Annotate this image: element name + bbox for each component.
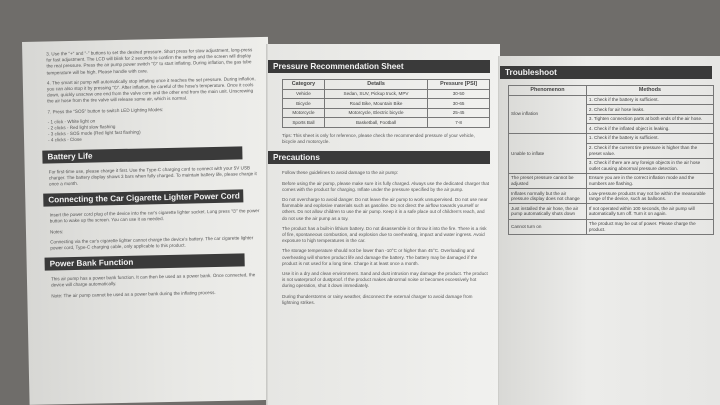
instruction-step-7: 7. Press the "SOS" button to switch LED Lighting Modes: — [47, 106, 164, 115]
details-cell: Sedan, SUV, Pickup truck, MPV — [324, 89, 427, 99]
method-cell: 2. Check if the current tire pressure is higher than the preset value. — [586, 143, 713, 158]
battery-life-text: For first-time use, please charge it first. Use the Type-C charging cord to connect with your 5V USB charger. The battery display shows 3 bars when fully charged. To maintain battery life, please charge it once a month. — [48, 164, 257, 187]
led-mode-list: - 1 click - White light on - 2 clicks - Red light slow flashing - 3 clicks - SOS mode (Red light fast flashing) - 4 clicks - Close — [47, 118, 141, 143]
pressure-cell: 30-50 — [428, 89, 490, 99]
method-cell: 4. Check if the inflated object is leaking. — [586, 124, 713, 134]
table-row — [283, 108, 490, 118]
precaution-paragraph: Follow these guidelines to avoid damage to the air pump: — [282, 170, 399, 176]
precaution-paragraph: During thunderstorms or rainy weather, disconnect the external charger to avoid damage from lightning strikes. — [282, 293, 473, 305]
category-cell: Bicycle — [283, 99, 325, 109]
header-category: Category — [283, 80, 325, 90]
table-row — [283, 118, 490, 128]
instruction-step-3: 3. Use the "+" and "-" buttons to set the desired pressure. Short press for slow adjustment, long-press for fast adjustment. The LCD will blink for 2 seconds to confirm the setting and the screen will display the real pressure. Press the air pump power switch "⏻" to start inflating. During inflation, the gas tube temperature will be high. Please handle with care. — [46, 47, 253, 76]
phenomenon-cell: Slow inflation — [509, 95, 587, 133]
pressure-cell: 30-65 — [428, 99, 490, 109]
manual-panel-right — [500, 56, 720, 405]
details-cell: Basketball, Football — [324, 118, 427, 128]
header-methods: Methods — [586, 86, 713, 96]
method-cell: 3. Tighten connection parts at both ends of the air hose. — [586, 114, 713, 124]
category-cell: Motorcycle — [283, 108, 325, 118]
table-row — [283, 99, 490, 109]
power-bank-note: Note: The air pump cannot be used as a power bank during the inflating process. — [51, 289, 216, 299]
table-row — [509, 133, 714, 143]
table-row — [509, 204, 714, 219]
category-cell: Sports Ball — [283, 118, 325, 128]
precaution-paragraph: Do not overcharge to avoid danger. Do not leave the air pump to work unsupervised. Do not use near flammable and explosive materials such as gasoline. Do not direct the airflow towards yourself or others. Do not allow children to use the air pump. Keep it in a safe place out of children's reach, and do not use the air pump as a toy. — [282, 196, 488, 221]
method-cell: If not operated within 100 seconds, the air pump will automatically turn off. Turn it on again. — [586, 204, 713, 219]
cigarette-notes-text: Connecting via the car's cigarette lighter cannot charge the device's battery. The car cigarette lighter power cord, Type-C charging cable, only applicable to this product. — [50, 235, 254, 251]
pressure-sheet-heading: Pressure Recommendation Sheet — [268, 60, 490, 73]
method-cell: 1. Check if the battery is sufficient. — [586, 95, 713, 105]
cigarette-lighter-heading: Connecting the Car Cigarette Lighter Power Cord — [43, 190, 243, 207]
troubleshoot-heading: Troubleshoot — [500, 66, 712, 79]
method-cell: Ensure you are in the correct inflation mode and the numbers are flashing. — [586, 173, 713, 188]
pressure-table-header — [283, 80, 490, 90]
category-cell: Vehicle — [283, 89, 325, 99]
table-row — [509, 173, 714, 188]
pressure-table — [282, 79, 490, 128]
method-cell: 3. Check if there are any foreign objects in the air hose outlet causing abnormal pressure detection. — [586, 158, 713, 173]
pressure-cell: 7-8 — [428, 118, 490, 128]
details-cell: Road Bike, Mountain Bike — [324, 99, 427, 109]
precaution-paragraph: Before using the air pump, please make sure it is fully charged. Always use the dedicated charger that comes with the product for charging. Inflate under the pressure specified by the air pump. — [282, 180, 490, 192]
troubleshoot-table — [508, 85, 714, 235]
phenomenon-cell: Cannot turn on — [509, 219, 587, 234]
troubleshoot-table-header — [509, 86, 714, 96]
method-cell: The product may be out of power. Please charge the product. — [586, 219, 713, 234]
phenomenon-cell: Inflates normally but the air pressure display does not change — [509, 189, 587, 204]
precaution-paragraph: The storage temperature should not be lower than -10°C or higher than 45°C. Overloading and overheating will shorten product life and damage the battery. The battery may be damaged if the product is not used for a long time. Charge it at least once a month. — [282, 248, 478, 266]
pressure-cell: 25-45 — [428, 108, 490, 118]
details-cell: Motorcycle, Electric bicycle — [324, 108, 427, 118]
pressure-tips: Tips: This sheet is only for reference, please check the recommended pressure of your vehicle, bicycle and motorcycle. — [282, 132, 475, 145]
precautions-heading: Precautions — [268, 151, 490, 164]
precaution-paragraph: Use it in a dry and clean environment. Sand and dust intrusion may damage the product. The product is not waterproof or dustproof. If the product makes abnormal noise or becomes excessively hot during operation, shut it down immediately. — [282, 271, 488, 289]
table-row — [509, 95, 714, 105]
header-details: Details — [324, 80, 427, 90]
header-pressure: Pressure [PSI] — [428, 80, 490, 90]
method-cell: 1. Check if the battery is sufficient. — [586, 133, 713, 143]
power-bank-text: This air pump has a power bank function. It can then be used as a power bank. Once connected, the device will charge automatically. — [50, 272, 256, 288]
table-row — [509, 219, 714, 234]
method-cell: Low-pressure products may not be within the measurable range of the device, such as balloons. — [586, 189, 713, 204]
precaution-paragraph: The product has a built-in lithium battery. Do not disassemble it or throw it into the fire. There is a risk of fire, spontaneous combustion, and explosion due to overheating, impact and water ingress. Avoid exposure to high temperatures in the car. — [282, 225, 487, 244]
phenomenon-cell: Just installed the air hose, the air pump automatically shuts down — [509, 204, 587, 219]
table-row — [509, 189, 714, 204]
instruction-step-4: 4. The smart air pump will automatically stop inflating once it reaches the set pressure. During inflation, you can also stop it by pressing "⏻". After inflation, be careful of the hose's temperature. Once it cools down, quickly unscrew one end from the valve core and the other end from the main unit. Unscrewing the air hose from the tire valve will release some air, which is normal. — [46, 75, 256, 104]
manual-panel-middle — [268, 44, 500, 405]
phenomenon-cell: The preset pressure cannot be adjusted — [509, 173, 587, 188]
power-bank-heading: Power Bank Function — [45, 254, 245, 271]
method-cell: 2. Check for air hose leaks. — [586, 105, 713, 115]
cigarette-notes-label: Notes: — [49, 228, 64, 235]
manual-panel-left — [22, 37, 276, 405]
table-row — [283, 89, 490, 99]
phenomenon-cell: Unable to inflate — [509, 133, 587, 173]
cigarette-lighter-text: Insert the power cord plug of the device into the car's cigarette lighter socket. Long press "⏻" the power button to wake up the screen. You can use it as needed. — [49, 208, 260, 224]
header-phenomenon: Phenomenon — [509, 86, 587, 96]
battery-life-heading: Battery Life — [42, 146, 242, 163]
